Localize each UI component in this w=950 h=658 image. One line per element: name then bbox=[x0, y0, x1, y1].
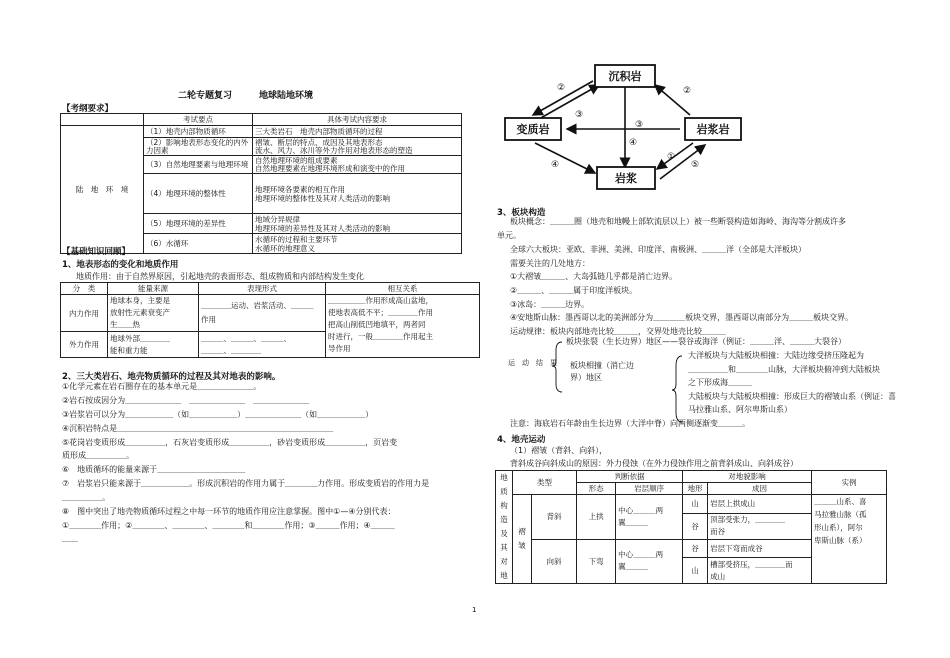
energy-line-1: 地球本身，主要是 bbox=[110, 296, 170, 305]
syncline-order bbox=[616, 539, 683, 584]
plate-def: 板块概念：＿＿＿圈（地壳和地幔上部软流层以上）被一些断裂构造如海岭、海沟等分割成许多 bbox=[510, 217, 846, 226]
fold-sub-cause: 成因 bbox=[708, 483, 812, 495]
force-cat-external: 外力作用 bbox=[61, 332, 108, 358]
force-form-external bbox=[199, 332, 326, 358]
heading-1: 1、地表形态的变化和地质作用 bbox=[62, 260, 179, 270]
relation-line-1: ＿＿＿＿＿作用形成高山盆地， bbox=[328, 296, 433, 305]
motion-converge-b: 界）地区 bbox=[570, 373, 602, 382]
syncline-land-1: 谷 bbox=[683, 539, 708, 558]
continent-continent-1: 大陆板块与大陆板块相撞：形成巨大的褶皱山系（例证：喜 bbox=[688, 392, 896, 401]
req-content-6a: 水循环的过程和主要环节 bbox=[255, 234, 338, 244]
relation-line-3: 把高山削低凹地填平，两者同 bbox=[328, 320, 426, 329]
attention: 需要关注的几处地方： bbox=[510, 259, 590, 268]
page-number: 1 bbox=[472, 606, 477, 614]
form-ext-line-2: ＿＿＿、＿＿＿＿ bbox=[201, 345, 261, 355]
req-content-5b: 地理环境的差异性及其对人类活动的影响 bbox=[255, 223, 390, 233]
motion-converge-a: 板块相撞（消亡边 bbox=[570, 361, 634, 370]
item-8c: ＿＿ bbox=[62, 534, 78, 543]
req-content-3 bbox=[253, 156, 462, 174]
item-5: ⑤花岗岩变质形成＿＿＿＿＿，石灰岩变质形成＿＿＿＿＿，砂岩变质形成＿＿＿＿＿，页岩变 bbox=[62, 438, 398, 447]
req-point-4: （4）地理环境的整体性 bbox=[144, 174, 253, 214]
req-point-1: （1）地壳内部物质循环 bbox=[144, 126, 253, 138]
heading-3: 3、板块构造 bbox=[497, 208, 546, 218]
section-basic: 【基础知识回顾】 bbox=[62, 247, 131, 257]
point-1: ①大褶皱＿＿＿、大岛弧链几乎都是消亡边界。 bbox=[510, 272, 678, 281]
node-magma: 岩浆 bbox=[615, 172, 637, 185]
force-header-cat: 分 类 bbox=[61, 283, 108, 295]
point-3: ③冰岛：＿＿＿边界。 bbox=[510, 300, 590, 309]
relation-line-4: 时进行，一般＿＿＿＿作用起主 bbox=[328, 332, 433, 341]
anticline-order-a: 中心＿＿＿两 bbox=[618, 505, 664, 515]
example-2: 马拉雅山脉（孤 bbox=[814, 510, 867, 519]
syncline-cause-2b: 成山 bbox=[710, 571, 726, 581]
requirements-table bbox=[60, 113, 462, 254]
force-header-energy: 能量来源 bbox=[108, 283, 199, 295]
item-3: ③岩浆岩可以分为＿＿＿＿＿＿（如＿＿＿＿＿＿）＿＿＿＿＿＿＿（如＿＿＿＿＿＿） bbox=[62, 410, 374, 419]
continent-continent-2: 马拉雅山系、阿尔卑斯山系） bbox=[688, 405, 792, 414]
heading-2: 2、三大类岩石、地壳物质循环的过程及其对地表的影响。 bbox=[62, 372, 281, 382]
node-sediment: 沉积岩 bbox=[608, 70, 642, 83]
example-3: 形山系），阿尔 bbox=[814, 523, 863, 532]
motion-result-label: 运 动 结 果 bbox=[508, 359, 557, 367]
form-line-2: 作用 bbox=[201, 315, 216, 324]
item-6: ⑥ 地质循环的能量来源于＿＿＿＿＿＿＿＿＿＿＿ bbox=[62, 465, 246, 474]
force-form-internal bbox=[199, 295, 326, 332]
req-point-2: （2）影响地表形态变化的内外力因素 bbox=[144, 138, 253, 156]
force-table bbox=[60, 282, 480, 358]
force-energy-external bbox=[108, 332, 199, 358]
seafloor-note: 注意：海底岩石年龄由生长边界（大洋中脊）向两侧逐渐变＿＿＿。 bbox=[510, 419, 750, 428]
syncline-type: 向斜 bbox=[532, 539, 577, 584]
heading-4: 4、地壳运动 bbox=[497, 435, 546, 445]
motion-diverge: 板块张裂（生长边界）地区——裂谷或海洋（例证：＿＿＿洋、＿＿＿大裂谷） bbox=[566, 337, 846, 346]
req-header-point: 考试要点 bbox=[144, 114, 253, 126]
fold-sub: （1）褶皱（背斜、向斜）， bbox=[510, 446, 608, 455]
item-7: ⑦ 岩浆岩只能来源于＿＿＿＿＿＿。形成沉积岩的作用力属于＿＿＿＿力作用。形成变质岩的作用力是 bbox=[62, 479, 430, 488]
req-content-2b: 流水、风力、冰川等外力作用对地表形态的塑造 bbox=[255, 145, 413, 155]
item-4: ④沉积岩特点是＿＿＿＿＿＿＿＿＿＿＿＿＿＿＿＿＿＿＿＿＿＿＿＿＿＿＿ bbox=[62, 424, 334, 433]
anticline-land-1: 山 bbox=[683, 495, 708, 514]
node-igneous: 岩浆岩 bbox=[696, 123, 730, 136]
arrow-label-4b: ④ bbox=[551, 160, 560, 170]
syncline-land-2: 山 bbox=[683, 558, 708, 584]
item-8b: ①＿＿＿＿作用；②＿＿＿＿、＿＿＿＿、＿＿＿＿和＿＿＿＿作用；③＿＿＿作用；④＿＿＿ bbox=[62, 521, 395, 530]
fold-header-type: 类型 bbox=[513, 471, 577, 495]
form-ext-line-1: ＿＿＿、＿＿＿、＿＿＿、 bbox=[201, 333, 291, 343]
req-content-3b: 自然地理要素在地理环境形成和演变中的作用 bbox=[255, 163, 405, 173]
item-7b: ＿＿＿＿＿。 bbox=[62, 493, 110, 502]
req-content-5 bbox=[253, 214, 462, 234]
item-5b: 质形成＿＿＿＿＿。 bbox=[62, 451, 134, 460]
syncline-order-a: 中心＿＿＿两 bbox=[618, 550, 664, 560]
point-4: ④安地斯山脉：墨西哥以北的美洲部分为＿＿＿＿板块交界，墨西哥以南部分为＿＿＿板块交界。 bbox=[510, 313, 854, 322]
anticline-land-2: 谷 bbox=[683, 513, 708, 539]
arrow-label-4a: ④ bbox=[629, 138, 638, 148]
req-content-2 bbox=[253, 138, 462, 156]
item-2: ②岩石按成因分为＿＿＿＿＿＿＿ ＿＿＿＿＿＿＿ ＿＿＿＿＿＿＿ bbox=[62, 396, 310, 405]
energy-line-3: 生＿＿热 bbox=[110, 320, 140, 329]
energy-ext-line-2: 能和重力能 bbox=[110, 345, 148, 355]
syncline-cause-2 bbox=[708, 558, 812, 584]
relation-line-2: 使地表高低不平；＿＿＿＿作用 bbox=[328, 308, 433, 317]
relation-line-5: 导作用 bbox=[328, 344, 351, 353]
node-metamorphic: 变质岩 bbox=[516, 123, 550, 136]
fold-sub-terrain: 地形 bbox=[683, 483, 708, 495]
anticline-type: 背斜 bbox=[532, 495, 577, 540]
fold-sub-order: 岩层顺序 bbox=[616, 483, 683, 495]
req-point-6: （6）水循环 bbox=[144, 234, 253, 254]
fold-reason: 背斜成谷向斜成山的原因：外力侵蚀（在外力侵蚀作用之前背斜成山、向斜成谷） bbox=[510, 459, 798, 468]
ocean-continent-2: ＿＿＿＿＿和＿＿＿＿山脉，大洋板块俯冲到大陆板块 bbox=[688, 365, 880, 374]
arrow-label-3a: ③ bbox=[575, 110, 584, 120]
force-cat-internal: 内力作用 bbox=[61, 295, 108, 332]
six-plates: 全球六大板块：亚欧、非洲、美洲、印度洋、南极洲、＿＿＿洋（全部是大洋板块） bbox=[510, 245, 806, 254]
fold-header-basis: 判断依据 bbox=[577, 471, 683, 483]
example-4: 卑斯山脉（系） bbox=[814, 536, 867, 545]
syncline-shape: 下弯 bbox=[577, 539, 616, 584]
definition-text: 地质作用：由于自然界原因，引起地壳的表面形态、组成物质和内部结构发生变化 bbox=[76, 272, 364, 281]
syncline-cause-1: 岩层下弯而成谷 bbox=[708, 539, 812, 558]
arrow-label-3b: ③ bbox=[635, 120, 644, 130]
fold-table bbox=[495, 470, 887, 584]
force-energy-internal bbox=[108, 295, 199, 332]
example-1: ＿＿＿山系、喜 bbox=[814, 497, 867, 506]
anticline-order bbox=[616, 495, 683, 540]
req-header-content: 具体考试内容要求 bbox=[253, 114, 462, 126]
req-point-5: （5）地理环境的差异性 bbox=[144, 214, 253, 234]
req-content-3a: 自然地理环境的组成要素 bbox=[255, 155, 338, 165]
arrow-label-1: ① bbox=[667, 152, 676, 162]
section-requirements: 【考纲要求】 bbox=[62, 104, 114, 114]
req-point-3: （3）自然地理要素与地理环境 bbox=[144, 156, 253, 174]
energy-ext-line-1: 地球外部＿＿＿＿ bbox=[110, 333, 170, 343]
form-line-1: ＿＿＿＿运动、岩浆活动、＿＿＿ bbox=[201, 301, 314, 310]
syncline-cause-2a: 槽部受挤压，＿＿＿＿而 bbox=[710, 559, 793, 569]
req-content-4b: 地理环境的整体性及其对人类活动的影响 bbox=[255, 193, 390, 203]
point-2: ②＿＿＿、＿＿＿属于印度洋板块。 bbox=[510, 286, 638, 295]
rock-cycle-diagram bbox=[495, 55, 755, 205]
force-relation bbox=[326, 295, 480, 358]
fold-group: 褶皱 bbox=[513, 495, 532, 584]
fold-header-example: 实例 bbox=[812, 471, 887, 495]
fold-header-impact: 对地貌影响 bbox=[683, 471, 812, 483]
fold-side-label: 地质构造及其对地 bbox=[496, 471, 513, 584]
fold-sub-shape: 形态 bbox=[577, 483, 616, 495]
req-content-6 bbox=[253, 234, 462, 254]
req-content-2a: 褶皱、断层的特点、成因及其地表形态 bbox=[255, 137, 383, 147]
arrow-label-2a: ② bbox=[557, 83, 566, 93]
req-content-6b: 水循环的地理意义 bbox=[255, 243, 315, 253]
anticline-cause-1: 岩层上拱成山 bbox=[708, 495, 812, 514]
anticline-shape: 上拱 bbox=[577, 495, 616, 540]
anticline-cause-2a: 顶部受张力，＿＿＿＿ bbox=[710, 515, 786, 524]
fold-examples bbox=[812, 495, 887, 584]
req-row-label: 陆 地 环 境 bbox=[61, 126, 144, 254]
plate-def-b: 单元。 bbox=[497, 231, 521, 240]
arrow-label-5: ⑤ bbox=[691, 160, 700, 170]
item-8: ⑧ 图中突出了地壳物质循环过程之中每一环节的地质作用应注意掌握。图中①—④分别代表： bbox=[62, 507, 396, 516]
anticline-cause-2 bbox=[708, 513, 812, 539]
energy-line-2: 放射性元素衰变产 bbox=[110, 308, 170, 317]
anticline-order-b: 翼＿＿＿ bbox=[618, 517, 649, 527]
force-header-relation: 相互关系 bbox=[326, 283, 480, 295]
motion-rule: 运动规律：板块内部地壳比较＿＿＿，交界处地壳比较＿＿＿ bbox=[510, 327, 726, 336]
doc-title: 二轮专题复习 地球陆地环境 bbox=[178, 91, 314, 101]
req-content-1: 三大类岩石 地壳内部物质循环的过程 bbox=[253, 126, 462, 138]
ocean-continent-3: 之下形成海＿＿＿ bbox=[688, 378, 752, 387]
req-content-4 bbox=[253, 174, 462, 214]
item-1: ①化学元素在岩石圈存在的基本单元是＿＿＿＿＿＿＿。 bbox=[62, 382, 262, 391]
syncline-order-b: 翼＿＿＿ bbox=[618, 562, 649, 572]
req-content-4a: 地理环境各要素的相互作用 bbox=[255, 184, 345, 194]
arrow-label-2b: ② bbox=[683, 86, 692, 96]
ocean-continent-1: 大洋板块与大陆板块相撞：大陆边缘受挤压隆起为 bbox=[688, 351, 864, 360]
req-content-5a: 地域分异规律 bbox=[255, 214, 300, 224]
force-header-form: 表现形式 bbox=[199, 283, 326, 295]
anticline-cause-2b: 而谷 bbox=[710, 527, 726, 536]
